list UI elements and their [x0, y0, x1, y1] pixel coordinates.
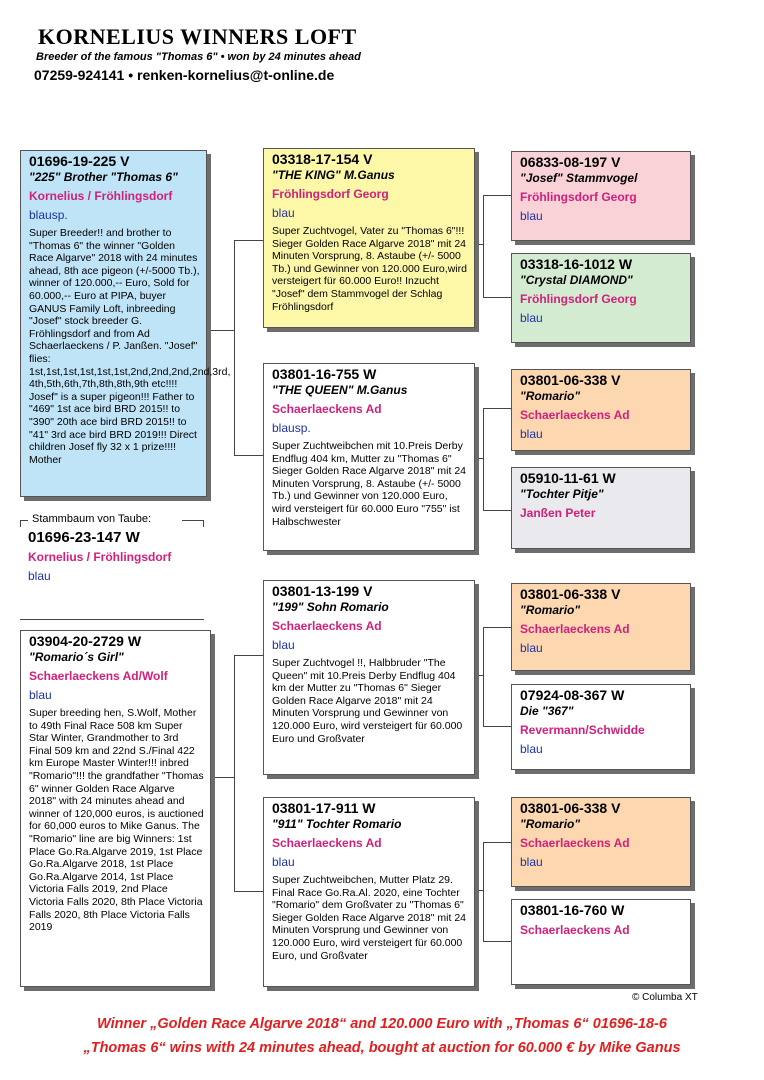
pigeon-name: "THE KING" M.Ganus: [272, 168, 395, 182]
pigeon-color: blau: [520, 742, 543, 756]
connector: [20, 619, 204, 620]
connector: [207, 330, 235, 331]
pigeon-name: "Romario´s Girl": [29, 650, 124, 664]
father-card[interactable]: [20, 150, 231, 497]
breeder-name: Schaerlaeckens Ad/Wolf: [29, 669, 168, 683]
breeder-name: Schaerlaeckens Ad: [520, 923, 630, 937]
mm-father-card[interactable]: [511, 797, 691, 887]
breeder-name: Revermann/Schwidde: [520, 723, 645, 737]
pigeon-name: Die "367": [520, 704, 574, 718]
connector: [483, 297, 511, 298]
pigeon-description: Super Zuchtvogel !!, Halbbruder "The Queen" mit 10.Preis Derby Endflug 404 km der Mutter zu "Thomas 6" Sieger Golden Race Algarve 2018" mit 24 Minuten Vorsprung und Gewinner von 120.000 Euro, wird versteigert für 60.000 Euro und Großvater: [272, 657, 463, 745]
ring-number: 07924-08-367 W: [520, 687, 625, 703]
connector: [483, 408, 511, 409]
ring-number: 03801-06-338 V: [520, 586, 621, 602]
pigeon-name: "Crystal DIAMOND": [520, 273, 633, 287]
breeder-name: Fröhlingsdorf Georg: [520, 190, 637, 204]
connector: [234, 240, 263, 241]
ff-mother-card[interactable]: [511, 253, 691, 343]
connector: [234, 655, 235, 892]
mother-mother-card[interactable]: [263, 797, 475, 987]
breeder-name: Kornelius / Fröhlingsdorf: [29, 189, 173, 203]
connector: [211, 777, 235, 778]
pigeon-description: Super breeding hen, S.Wolf, Mother to 49th Final Race 508 km Super Star Winter, Grandmother to 3rd Final 509 km and 22nd S./Final 422 km Europe Master Winter!!! inbred "Romario"!!! the grandfather "Thomas 6" winner Golden Race Algarve 2018" with 24 minutes ahead and winner of 120,000 euros, is auctioned for 60,000 euros to Mike Ganus. The "Romario" line are big Winners: 1st Place Go.Ra.Algarve 2019, 1st Place Go.Ra.Algarve 2018, 1st Place Go.Ra.Algarve 2014, 1st Place Victoria Falls 2019, 2nd Place Victoria Falls 2020, 8th Place Victoria Falls 2020, 8th Place Victoria Falls 2019: [29, 707, 204, 934]
ring-number: 05910-11-61 W: [520, 470, 616, 486]
copyright-note: © Columba XT: [632, 992, 698, 1003]
mf-father-card[interactable]: [511, 583, 691, 671]
pigeon-name: "THE QUEEN" M.Ganus: [272, 383, 408, 397]
ring-number: 03318-17-154 V: [272, 151, 373, 167]
father-father-card[interactable]: [263, 148, 475, 328]
pedigree-label: Stammbaum von Taube:: [28, 513, 155, 525]
breeder-name: Kornelius / Fröhlingsdorf: [28, 550, 172, 564]
father-mother-card[interactable]: [263, 363, 475, 551]
connector: [234, 455, 263, 456]
connector: [483, 941, 511, 942]
connector: [234, 240, 235, 456]
ff-father-card[interactable]: [511, 151, 691, 241]
fm-father-card[interactable]: [511, 369, 691, 451]
pigeon-name: "Romario": [520, 603, 581, 617]
breeder-name: Schaerlaeckens Ad: [272, 402, 382, 416]
ring-number: 01696-19-225 V: [29, 153, 130, 169]
breeder-name: Schaerlaeckens Ad: [272, 619, 382, 633]
connector: [483, 408, 484, 511]
pigeon-description: Super Zuchtweibchen mit 10.Preis Derby Endflug 404 km, Mutter zu "Thomas 6" Sieger Golden Race Algarve 2018" mit 24 Minuten Vorsprung, 8. Astaube (+/- 5000 Tb.) und Gewinner von 120.000 Euro, wird versteigert für 60.000 Euro "755" ist Halbschwester: [272, 440, 467, 528]
pigeon-color: blau: [272, 206, 295, 220]
pigeon-name: "Tochter Pitje": [520, 487, 604, 501]
loft-subtitle: Breeder of the famous "Thomas 6" • won by 24 minutes ahead: [36, 51, 361, 63]
ring-number: 01696-23-147 W: [28, 529, 140, 546]
footer-line-1: Winner „Golden Race Algarve 2018“ and 120.000 Euro with „Thomas 6“ 01696-18-6: [97, 1016, 667, 1032]
breeder-name: Fröhlingsdorf Georg: [520, 292, 637, 306]
mother-father-card[interactable]: [263, 580, 475, 775]
footer-line-2: „Thomas 6“ wins with 24 minutes ahead, bought at auction for 60.000 € by Mike Ganus: [83, 1040, 681, 1056]
loft-title: KORNELIUS WINNERS LOFT: [38, 24, 357, 49]
ring-number: 03801-06-338 V: [520, 800, 621, 816]
pigeon-name: "225" Brother "Thomas 6": [29, 170, 178, 184]
pigeon-color: blau: [272, 638, 295, 652]
breeder-name: Schaerlaeckens Ad: [520, 622, 630, 636]
ring-number: 03801-06-338 V: [520, 372, 621, 388]
mm-mother-card[interactable]: [511, 899, 691, 985]
pigeon-description: Super Breeder!! and brother to "Thomas 6" the winner "Golden Race Algarve" 2018 with 24 minutes ahead, 8th ace pigeon (+/-5000 Tb.), winner of 120.000,-- Euro, Sold for 60.000,-- Euro at PIPA, buyer GANUS Family Loft, inbreeding "Josef" stock breeder G. Fröhlingsdorf and from Ad Schaerlaeckens / P. Janßen. "Josef" flies: 1st,1st,1st,1st,1st,1st,2nd,2nd,2nd,2nd,3rd, 4th,5th,6th,7th,8th,8th,9th etc!!!! Josef" is a super pigeon!!! Father to "469" 1st ace bird BRD 2015!! to "390" 20th ace bird BRD 2015!! to "41" 3rd ace bird BRD 2019!!! Direct children Josef fly 32 x 1 prize!!!! Mother: [29, 227, 231, 466]
mother-card[interactable]: [20, 630, 211, 987]
connector: [483, 842, 484, 942]
ring-number: 03801-16-760 W: [520, 902, 625, 918]
mf-mother-card[interactable]: [511, 684, 691, 770]
subject-card[interactable]: [20, 527, 204, 619]
connector: [483, 842, 511, 843]
pigeon-name: "Romario": [520, 389, 581, 403]
breeder-name: Schaerlaeckens Ad: [520, 836, 630, 850]
fm-mother-card[interactable]: [511, 467, 691, 549]
connector: [483, 627, 484, 727]
connector: [483, 627, 511, 628]
connector: [234, 891, 263, 892]
connector: [182, 520, 204, 521]
pigeon-name: "Romario": [520, 817, 581, 831]
loft-contact: 07259-924141 • renken-kornelius@t-online.de: [34, 67, 335, 83]
pigeon-color: blau: [520, 641, 543, 655]
ring-number: 03801-17-911 W: [272, 800, 376, 816]
pigeon-name: "Josef" Stammvogel: [520, 171, 638, 185]
pigeon-color: blau: [520, 209, 543, 223]
ring-number: 03318-16-1012 W: [520, 256, 633, 272]
breeder-name: Janßen Peter: [520, 506, 596, 520]
ring-number: 03801-16-755 W: [272, 366, 377, 382]
connector: [20, 520, 28, 521]
pigeon-color: blausp.: [29, 208, 68, 222]
pigeon-description: Super Zuchtvogel, Vater zu "Thomas 6"!!! Sieger Golden Race Algarve 2018" mit 24 Minuten Vorsprung, 8. Astaube (+/- 5000 Tb.) und Gewinner von 120.000 Euro,wird versteigert für 60.000 Euro!! Inzucht "Josef" dem Stammvogel der Schlag Fröhlingsdorf: [272, 225, 467, 313]
pigeon-name: "199" Sohn Romario: [272, 600, 389, 614]
ring-number: 03801-13-199 V: [272, 583, 373, 599]
connector: [483, 195, 484, 298]
breeder-name: Schaerlaeckens Ad: [272, 836, 382, 850]
connector: [483, 195, 511, 196]
pigeon-description: Super Zuchtweibchen, Mutter Platz 29. Final Race Go.Ra.Al. 2020, eine Tochter "Romario" dem Großvater zu "Thomas 6" Sieger Golden Race Algarve 2018" mit 24 Minuten Vorsprung und Gewinner von 120.000 Euro, wird versteigert für 60.000 Euro, und Großvater: [272, 874, 467, 962]
breeder-name: Schaerlaeckens Ad: [520, 408, 630, 422]
pigeon-color: blau: [520, 311, 543, 325]
ring-number: 06833-08-197 V: [520, 154, 621, 170]
connector: [483, 726, 511, 727]
ring-number: 03904-20-2729 W: [29, 633, 142, 649]
connector: [234, 655, 263, 656]
pigeon-color: blau: [272, 855, 295, 869]
pigeon-color: blau: [29, 688, 52, 702]
pigeon-color: blau: [28, 569, 51, 583]
pigeon-color: blau: [520, 427, 543, 441]
pigeon-name: "911" Tochter Romario: [272, 817, 402, 831]
breeder-name: Fröhlingsdorf Georg: [272, 187, 389, 201]
pigeon-color: blau: [520, 855, 543, 869]
pigeon-color: blausp.: [272, 421, 311, 435]
connector: [483, 510, 511, 511]
